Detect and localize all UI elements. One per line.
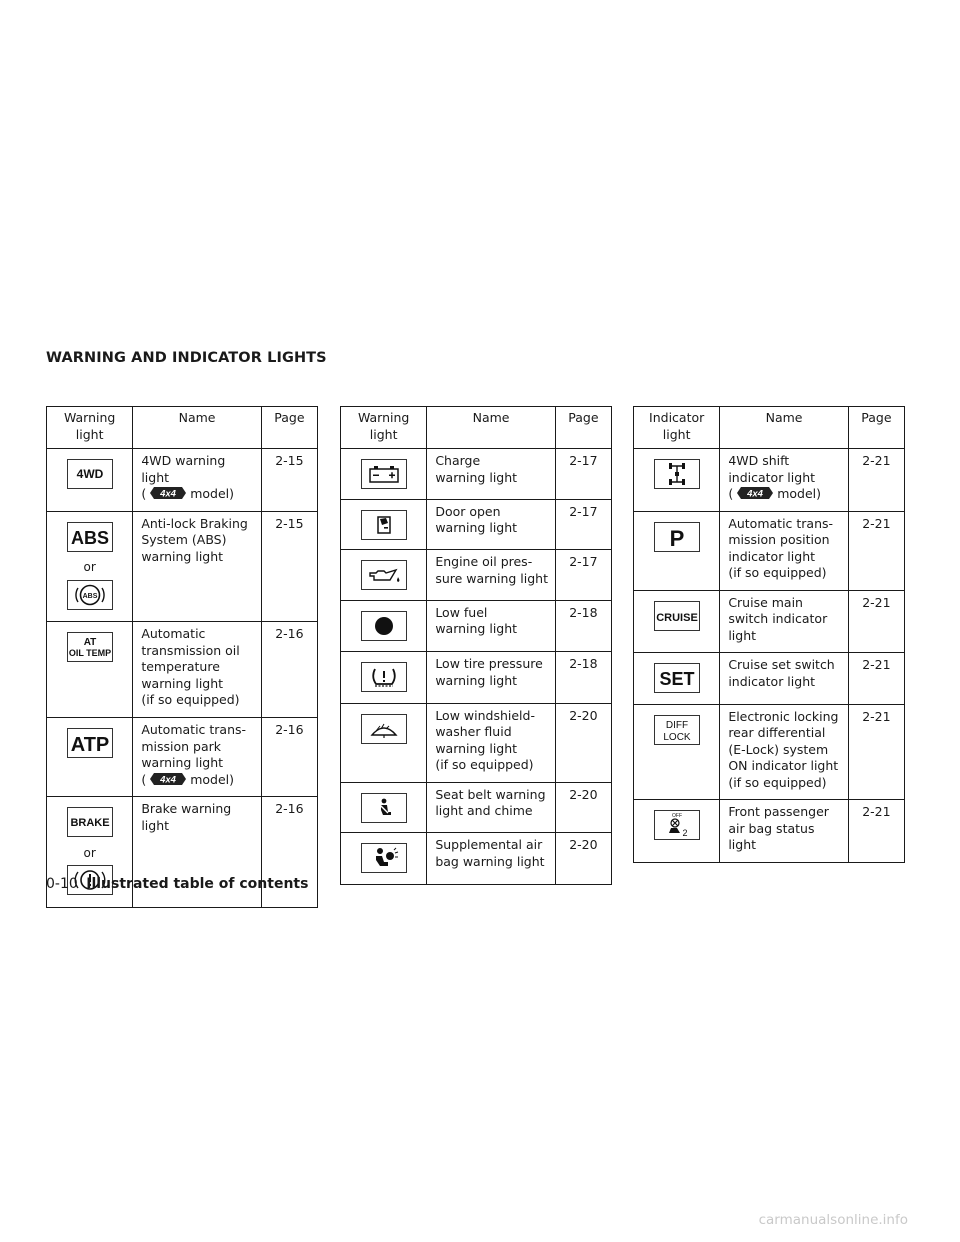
light-icon-cell xyxy=(341,703,427,782)
name-line: temperature xyxy=(141,659,220,674)
light-name-cell xyxy=(720,511,848,590)
name-line: transmission oil xyxy=(141,642,240,658)
page-ref: 2-15 xyxy=(261,449,317,512)
name-line: Front passenger xyxy=(728,804,829,819)
name-line: warning light xyxy=(141,675,224,691)
page-footer xyxy=(46,876,308,892)
page-ref: 2-21 xyxy=(848,704,904,800)
header-text: Page xyxy=(568,410,599,425)
at-oil-temp-icon xyxy=(67,632,113,662)
light-name-cell xyxy=(427,833,555,885)
light-icon-cell xyxy=(634,590,720,653)
name-line: bag warning light xyxy=(435,853,545,869)
table-row xyxy=(341,833,612,885)
tire-pressure-icon xyxy=(361,662,407,692)
light-name-cell xyxy=(720,704,848,800)
name-line: rear differential xyxy=(728,725,826,740)
door-open-icon xyxy=(361,510,407,540)
name-line: mission position xyxy=(728,532,830,547)
header-text: Name xyxy=(765,410,803,425)
header-name xyxy=(133,407,261,449)
diff-lock-icon xyxy=(654,715,700,745)
name-line: Brake warning xyxy=(141,801,232,816)
warning-lights-table-2 xyxy=(340,406,612,885)
name-line: indicator light xyxy=(728,673,816,689)
oil-can-icon xyxy=(361,560,407,590)
brake-text-icon xyxy=(67,807,113,837)
name-line: Cruise main xyxy=(728,594,803,610)
4x4-badge-icon xyxy=(150,487,186,499)
name-line: warning light xyxy=(141,548,224,564)
light-icon-cell xyxy=(47,718,133,797)
name-line: ( 4x4 model) xyxy=(141,486,235,501)
table-row xyxy=(47,511,318,622)
light-icon-cell xyxy=(341,600,427,652)
svg-text:DIFF: DIFF xyxy=(665,719,688,731)
light-name-cell xyxy=(427,449,555,500)
page-ref: 2-21 xyxy=(848,800,904,863)
svg-text:P: P xyxy=(669,525,684,551)
light-icon-cell xyxy=(341,499,427,550)
name-line: air bag status xyxy=(728,820,815,836)
light-name-cell xyxy=(427,600,555,652)
light-name-cell xyxy=(427,703,555,782)
abs-circle-icon xyxy=(67,580,113,610)
footer-title: Illustrated table of contents xyxy=(86,876,309,892)
section-title: WARNING AND INDICATOR LIGHTS xyxy=(46,350,327,366)
name-line: Low tire pressure xyxy=(435,656,543,671)
name-line: Low fuel xyxy=(435,604,488,620)
name-line: (if so equipped) xyxy=(728,565,827,580)
table-row xyxy=(47,718,318,797)
light-name-cell xyxy=(133,622,261,718)
name-line: warning light xyxy=(435,520,518,535)
battery-icon xyxy=(361,459,407,489)
page-ref: 2-18 xyxy=(555,652,611,704)
low-fuel-dot-icon xyxy=(361,611,407,641)
name-line: ( 4x4 model) xyxy=(728,486,822,501)
name-line: Seat belt warning xyxy=(435,786,546,802)
name-line: sure warning light xyxy=(435,570,549,586)
page-ref: 2-16 xyxy=(261,622,317,718)
table-row xyxy=(634,511,905,590)
name-line: warning light xyxy=(435,740,518,756)
name-line: ON indicator light xyxy=(728,758,839,773)
light-name-cell xyxy=(720,800,848,863)
svg-text:ABS: ABS xyxy=(70,527,109,548)
svg-text:SET: SET xyxy=(659,669,695,689)
name-line: (if so equipped) xyxy=(141,692,240,707)
header-text: light xyxy=(662,426,691,442)
name-line: warning light xyxy=(141,755,224,770)
light-icon-cell xyxy=(634,449,720,512)
light-name-cell xyxy=(133,449,261,512)
header-text: light xyxy=(75,426,104,442)
light-name-cell xyxy=(427,499,555,550)
page-ref: 2-17 xyxy=(555,499,611,550)
table-row xyxy=(341,703,612,782)
table-header-row xyxy=(47,407,318,449)
name-line: Supplemental air xyxy=(435,837,543,852)
page-ref: 2-20 xyxy=(555,833,611,885)
table-row xyxy=(341,550,612,601)
set-icon xyxy=(654,663,700,693)
table-row xyxy=(47,622,318,718)
svg-text:4x4: 4x4 xyxy=(160,488,177,499)
header-text: Indicator xyxy=(649,410,705,425)
name-line: warning light xyxy=(435,469,518,485)
table-row xyxy=(341,782,612,833)
4x4-badge-icon xyxy=(150,773,186,785)
name-line: Charge xyxy=(435,453,481,468)
table-row xyxy=(341,652,612,704)
page-ref: 2-21 xyxy=(848,449,904,512)
table-row xyxy=(634,704,905,800)
page-ref: 2-21 xyxy=(848,653,904,705)
page-ref: 2-20 xyxy=(555,782,611,833)
svg-text:BRAKE: BRAKE xyxy=(70,817,110,829)
warning-lights-table-1 xyxy=(46,406,318,908)
svg-text:2: 2 xyxy=(682,828,688,838)
svg-text:ABS: ABS xyxy=(82,592,98,600)
svg-text:4WD: 4WD xyxy=(76,467,103,481)
header-page xyxy=(261,407,317,449)
light-icon-cell xyxy=(341,449,427,500)
light-icon-cell xyxy=(47,622,133,718)
svg-text:CRUISE: CRUISE xyxy=(655,611,698,624)
header-text: Name xyxy=(472,410,510,425)
header-light xyxy=(634,407,720,449)
light-name-cell xyxy=(720,590,848,653)
name-line: light xyxy=(728,837,757,852)
light-icon-cell xyxy=(634,511,720,590)
table-header-row xyxy=(341,407,612,449)
air-bag-icon xyxy=(361,843,407,873)
page-ref: 2-16 xyxy=(261,797,317,908)
light-icon-cell xyxy=(634,800,720,863)
header-text: Warning xyxy=(63,410,116,425)
name-line: System (ABS) xyxy=(141,532,227,547)
light-name-cell xyxy=(427,782,555,833)
light-name-cell xyxy=(133,718,261,797)
indicator-lights-table xyxy=(633,406,905,863)
page-number: 0-10 xyxy=(46,876,78,892)
seat-belt-icon xyxy=(361,793,407,823)
name-line: switch indicator xyxy=(728,611,828,626)
header-light xyxy=(341,407,427,449)
header-text: light xyxy=(369,426,398,442)
name-line: warning light xyxy=(435,621,518,636)
header-page xyxy=(555,407,611,449)
name-line: light and chime xyxy=(435,803,533,818)
table-row xyxy=(341,600,612,652)
name-line: 4WD shift xyxy=(728,453,790,468)
light-icon-cell xyxy=(341,833,427,885)
light-icon-cell xyxy=(634,704,720,800)
svg-text:LOCK: LOCK xyxy=(663,731,691,743)
header-text: Page xyxy=(274,410,305,425)
svg-text:OFF: OFF xyxy=(671,813,682,819)
svg-text:ATP: ATP xyxy=(70,734,109,756)
atp-icon xyxy=(67,728,113,758)
light-name-cell xyxy=(720,653,848,705)
name-line: light xyxy=(728,627,757,643)
header-text: Name xyxy=(178,410,216,425)
name-line: indicator light xyxy=(728,469,816,485)
table-header-row xyxy=(634,407,905,449)
name-line: warning light xyxy=(435,672,518,688)
name-line: washer fluid xyxy=(435,724,512,739)
header-light xyxy=(47,407,133,449)
header-text: Warning xyxy=(357,410,410,425)
light-name-cell xyxy=(427,652,555,704)
name-line: Electronic locking xyxy=(728,708,839,724)
svg-text:AT: AT xyxy=(83,637,96,648)
light-icon-cell xyxy=(341,550,427,601)
light-name-cell xyxy=(720,449,848,512)
table-row xyxy=(634,800,905,863)
4wd-shift-icon xyxy=(654,459,700,489)
header-name xyxy=(427,407,555,449)
table-row xyxy=(634,590,905,653)
page-ref: 2-17 xyxy=(555,449,611,500)
name-line: (if so equipped) xyxy=(728,774,827,790)
washer-fluid-icon xyxy=(361,714,407,744)
name-line: Low windshield- xyxy=(435,707,535,723)
name-line: indicator light xyxy=(728,548,816,564)
p-position-icon xyxy=(654,522,700,552)
light-icon-cell xyxy=(47,511,133,622)
page-ref: 2-21 xyxy=(848,511,904,590)
name-line: Door open xyxy=(435,503,501,519)
name-line: Automatic trans- xyxy=(728,515,834,531)
name-line: Automatic trans- xyxy=(141,722,247,737)
name-line: Anti-lock Braking xyxy=(141,515,248,531)
table-row xyxy=(341,449,612,500)
header-name xyxy=(720,407,848,449)
light-icon-cell xyxy=(47,449,133,512)
page-ref: 2-20 xyxy=(555,703,611,782)
header-text: Page xyxy=(861,410,892,425)
4wd-warning-icon xyxy=(67,459,113,489)
page-ref: 2-21 xyxy=(848,590,904,653)
cruise-icon xyxy=(654,601,700,631)
header-page xyxy=(848,407,904,449)
page-ref: 2-18 xyxy=(555,600,611,652)
light-icon-cell xyxy=(341,782,427,833)
or-label: or xyxy=(83,560,96,574)
name-line: light xyxy=(141,817,170,833)
table-row xyxy=(341,499,612,550)
name-line: (if so equipped) xyxy=(435,757,534,772)
or-label: or xyxy=(83,845,96,860)
page-ref: 2-15 xyxy=(261,511,317,622)
table-row xyxy=(634,653,905,705)
svg-text:4x4: 4x4 xyxy=(747,488,764,499)
table-row xyxy=(47,449,318,512)
page-ref: 2-17 xyxy=(555,550,611,601)
passenger-airbag-icon xyxy=(654,810,700,840)
name-line: Automatic xyxy=(141,626,206,641)
name-line: Engine oil pres- xyxy=(435,554,533,569)
4x4-badge-icon xyxy=(737,487,773,499)
light-icon-cell xyxy=(634,653,720,705)
svg-text:OIL TEMP: OIL TEMP xyxy=(68,648,111,658)
light-name-cell xyxy=(133,511,261,622)
page-ref: 2-16 xyxy=(261,718,317,797)
svg-text:4x4: 4x4 xyxy=(160,774,177,785)
name-line: ( 4x4 model) xyxy=(141,771,235,787)
watermark: carmanualsonline.info xyxy=(758,1212,908,1228)
name-line: Cruise set switch xyxy=(728,657,835,672)
name-line: 4WD warning light xyxy=(141,453,226,485)
table-row xyxy=(634,449,905,512)
light-name-cell xyxy=(427,550,555,601)
abs-text-icon xyxy=(67,522,113,552)
name-line: mission park xyxy=(141,738,221,754)
name-line: (E-Lock) system xyxy=(728,741,829,757)
light-icon-cell xyxy=(341,652,427,704)
